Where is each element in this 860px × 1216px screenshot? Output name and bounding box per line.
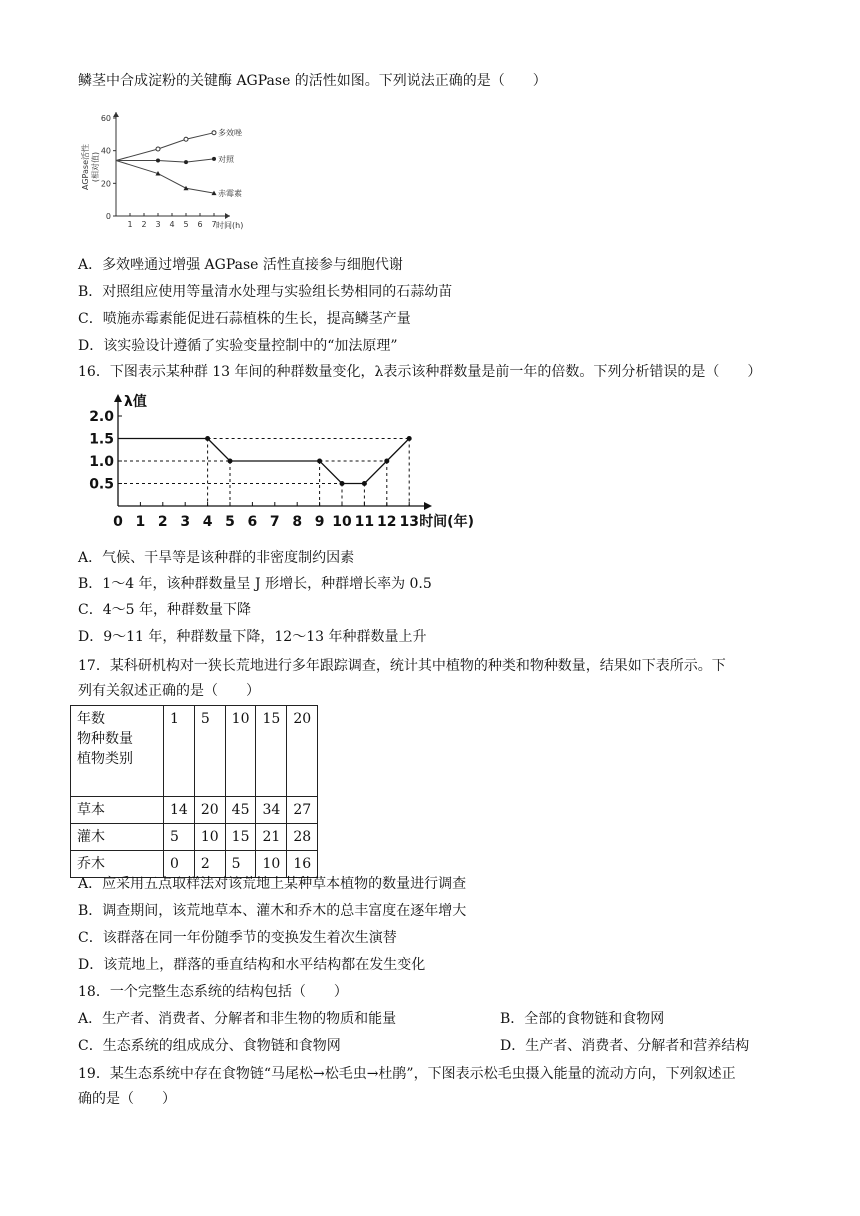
x-tick-label: 7 xyxy=(269,514,280,530)
q15-chart xyxy=(78,108,258,236)
q16-option-d: D．9～11 年，种群数量下降，12～13 年种群数量上升 xyxy=(78,629,427,645)
x-tick-label: 0 xyxy=(113,514,123,530)
y-tick-label: 20 xyxy=(100,179,111,189)
data-point xyxy=(156,158,160,162)
q15-option-b: B．对照组应使用等量清水处理与实验组长势相同的石蒜幼苗 xyxy=(78,284,453,300)
x-tick-label: 5 xyxy=(225,514,235,530)
x-axis-arrow xyxy=(225,213,230,219)
series-line xyxy=(116,160,214,193)
year-header: 15 xyxy=(256,706,287,797)
data-point xyxy=(184,137,188,141)
table-cell: 5 xyxy=(225,851,256,878)
y-tick-label: 60 xyxy=(100,114,111,123)
year-header: 20 xyxy=(287,706,318,797)
data-point xyxy=(184,160,188,164)
table-cell: 21 xyxy=(256,824,287,851)
header-line-years: 年数 xyxy=(77,711,105,727)
q17-option-a: A．应采用五点取样法对该荒地上某种草本植物的数量进行调查 xyxy=(78,876,467,892)
table-header-row xyxy=(71,706,318,797)
q16-option-b: B．1～4 年，该种群数量呈 J 形增长，种群增长率为 0.5 xyxy=(78,576,432,592)
table-cell: 20 xyxy=(194,797,225,824)
q17-option-d: D．该荒地上，群落的垂直结构和水平结构都在发生变化 xyxy=(78,957,426,973)
table-cell: 10 xyxy=(256,851,287,878)
table-cell: 14 xyxy=(164,797,195,824)
x-tick-label: 1 xyxy=(127,220,133,229)
row-label: 草本 xyxy=(71,797,164,824)
q15-option-d: D．该实验设计遵循了实验变量控制中的“加法原理” xyxy=(78,338,398,354)
header-line-plant-type: 植物类别 xyxy=(77,751,133,767)
y-axis-label-line: (相对值) xyxy=(91,151,100,183)
x-tick-label: 2 xyxy=(141,220,147,229)
x-tick-label: 13 xyxy=(399,514,419,530)
year-header: 5 xyxy=(194,706,225,797)
y-tick-label: 0.5 xyxy=(89,476,114,493)
x-tick-label: 4 xyxy=(202,514,213,530)
y-tick-label: 40 xyxy=(100,146,111,156)
q18-option-d: D．生产者、消费者、分解者和营养结构 xyxy=(500,1038,750,1054)
q18-option-a: A．生产者、消费者、分解者和非生物的物质和能量 xyxy=(78,1011,397,1027)
data-point xyxy=(317,459,322,464)
data-point xyxy=(212,157,216,161)
x-tick-label: 8 xyxy=(292,514,303,530)
q17-option-c: C．该群落在同一年份随季节的变换发生着次生演替 xyxy=(78,930,397,946)
q18-stem: 18．一个完整生态系统的结构包括（ ） xyxy=(78,984,348,1000)
data-point xyxy=(340,481,345,486)
row-label: 乔木 xyxy=(71,851,164,878)
q17-stem-line1: 17．某科研机构对一狭长荒地进行多年跟踪调查，统计其中植物的种类和物种数量，结果如下表所示。下 xyxy=(78,658,726,674)
q16-chart xyxy=(88,390,488,530)
data-point xyxy=(184,186,189,191)
y-tick-label: 1.5 xyxy=(89,431,114,448)
species-table xyxy=(70,705,318,878)
table-cell: 10 xyxy=(194,824,225,851)
x-tick-label: 7 xyxy=(211,220,217,229)
data-point xyxy=(384,459,389,464)
series-line xyxy=(116,159,214,162)
data-point xyxy=(156,147,160,151)
table-row xyxy=(71,824,318,851)
x-tick-label: 4 xyxy=(169,220,175,229)
x-tick-label: 12 xyxy=(377,514,397,530)
q15-option-c: C．喷施赤霉素能促进石蒜植株的生长，提高鳞茎产量 xyxy=(78,311,411,327)
y-axis-label: λ值 xyxy=(124,394,147,410)
row-label: 灌木 xyxy=(71,824,164,851)
x-tick-label: 5 xyxy=(183,220,189,229)
table-cell: 15 xyxy=(225,824,256,851)
y-tick-label: 1.0 xyxy=(89,454,114,470)
x-tick-label: 1 xyxy=(135,514,146,530)
q16-stem: 16．下图表示某种群 13 年间的种群数量变化，λ表示该种群数量是前一年的倍数。下列分析错误的是（ ） xyxy=(78,364,762,380)
data-point xyxy=(212,131,216,135)
y-axis-label-line: AGPase活性 xyxy=(81,144,90,190)
series-label: 对照 xyxy=(218,154,234,164)
table-cell: 5 xyxy=(164,824,195,851)
table-row xyxy=(71,797,318,824)
data-point xyxy=(205,436,210,441)
table-cell: 28 xyxy=(287,824,318,851)
x-tick-label: 11 xyxy=(354,514,375,530)
series-label: 多效唑 xyxy=(218,128,242,138)
data-point xyxy=(228,459,233,464)
q15-stem: 鳞茎中合成淀粉的关键酶 AGPase 的活性如图。下列说法正确的是（ ） xyxy=(78,73,547,89)
table-cell: 0 xyxy=(164,851,195,878)
series-line xyxy=(208,439,410,484)
x-tick-label: 3 xyxy=(155,220,161,229)
series-label: 赤霉素 xyxy=(218,189,242,199)
q18-option-c: C．生态系统的组成成分、食物链和食物网 xyxy=(78,1038,341,1054)
q17-stem-line2: 列有关叙述正确的是（ ） xyxy=(78,683,260,699)
table-cell: 2 xyxy=(194,851,225,878)
year-header: 1 xyxy=(164,706,195,797)
y-axis-arrow xyxy=(114,394,122,402)
table-corner-header xyxy=(71,706,164,797)
y-tick-label: 0 xyxy=(105,212,111,221)
y-axis-label xyxy=(80,144,100,190)
q17-option-b: B．调查期间，该荒地草本、灌木和乔木的总丰富度在逐年增大 xyxy=(78,903,467,919)
q15-option-a: A．多效唑通过增强 AGPase 活性直接参与细胞代谢 xyxy=(78,257,403,273)
table-cell: 27 xyxy=(287,797,318,824)
data-point xyxy=(407,436,412,441)
year-header: 10 xyxy=(225,706,256,797)
x-tick-label: 2 xyxy=(157,514,168,530)
q19-stem-line1: 19．某生态系统中存在食物链“马尾松→松毛虫→杜鹃”，下图表示松毛虫摄入能量的流动方向，下列叙述正 xyxy=(78,1066,736,1082)
series-line xyxy=(116,133,214,161)
q19-stem-line2: 确的是（ ） xyxy=(78,1091,176,1107)
y-axis-arrow xyxy=(113,112,119,117)
table-cell: 45 xyxy=(225,797,256,824)
table-cell: 16 xyxy=(287,851,318,878)
x-tick-label: 3 xyxy=(180,514,191,530)
x-tick-label: 6 xyxy=(197,220,203,229)
x-axis-label: 时间(h) xyxy=(216,221,244,230)
data-point xyxy=(362,481,367,486)
x-tick-label: 10 xyxy=(332,514,352,530)
y-tick-label: 2.0 xyxy=(89,409,114,425)
q16-option-c: C．4～5 年，种群数量下降 xyxy=(78,602,251,618)
x-tick-label: 9 xyxy=(314,514,325,530)
x-tick-label: 6 xyxy=(247,514,258,530)
x-axis-label: 时间(年) xyxy=(419,514,474,530)
q16-option-a: A．气候、干旱等是该种群的非密度制约因素 xyxy=(78,550,355,566)
table-cell: 34 xyxy=(256,797,287,824)
header-line-species-count: 物种数量 xyxy=(77,731,133,747)
q18-option-b: B．全部的食物链和食物网 xyxy=(500,1011,665,1027)
x-axis-arrow xyxy=(424,502,432,510)
